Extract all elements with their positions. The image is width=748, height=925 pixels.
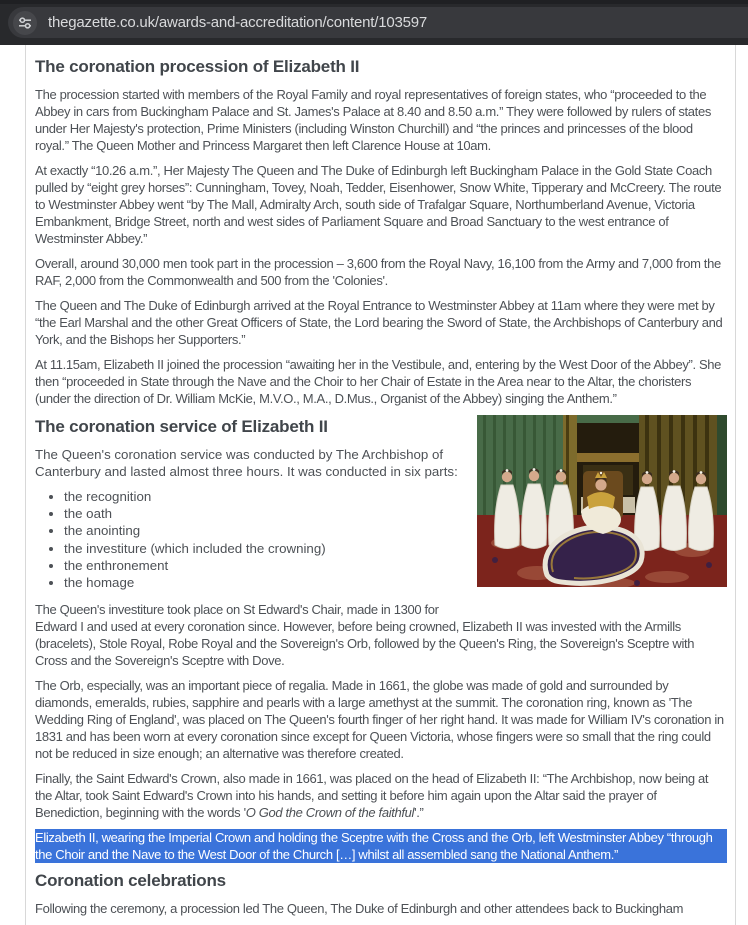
paragraph-celebrations-start: Following the ceremony, a procession led The Queen, The Duke of Edinburgh and other attendees back to Buckingham: [35, 901, 684, 917]
heading-coronation-service: The coronation service of Elizabeth II: [35, 417, 328, 436]
site-settings-icon[interactable]: [13, 11, 37, 35]
paragraph-service-intro: The Queen's coronation service was conducted by The Archbishop of Canterbury and lasted almost three hours. It was conducted in six parts:: [35, 447, 458, 479]
list-item: • the anointing: [64, 522, 727, 539]
coronation-photo: [477, 415, 727, 587]
paragraph-investiture: The Queen's investiture took place on St Edward's Chair, made in 1300 for Edward I and used at every coronation since. However, before being crowned, Elizabeth II was invested with the Armills (bracelets), Stole Royal, Robe Royal and the Sovereign's Orb, followed by the Queen's Ring, the Sovereign's Sceptre with Cross and the Sovereign's Sceptre with Dove.: [35, 602, 695, 669]
list-item: • the homage: [64, 574, 727, 591]
coronation-photo-illustration: [477, 415, 727, 587]
tune-icon: [17, 15, 33, 31]
list-item: • the recognition: [64, 488, 727, 505]
list-item: • the oath: [64, 505, 727, 522]
paragraph-gold-state-coach: At exactly “10.26 a.m.”, Her Majesty The Queen and The Duke of Edinburgh left Buckingham Palace in the Gold State Coach pulled by “eight grey horses”: Cunningham, Tovey, Noah, Tedder, Eisenhower, Snow White, Tipperary and McCreery. The route to Westminster Abbey went “by The Mall, Admiralty Arch, south side of Trafalgar Square, Northumberland Avenue, Victoria Embankment, Bridge Street, north and west sides of Parliament Square and Broad Sanctuary to the west entrance of Westminster Abbey.”: [35, 163, 722, 246]
browser-address-bar: [0, 0, 748, 45]
paragraph-saint-edwards-crown: [35, 770, 727, 821]
paragraph-selected-text: Elizabeth II, wearing the Imperial Crown and holding the Sceptre with the Cross and the Orb, left Westminster Abbey “through the Choir and the Nave to the West Door of the Church […] whilst all assembled sang the National Anthem.”: [35, 829, 727, 863]
url-field[interactable]: [8, 7, 748, 38]
paragraph-joining-procession: At 11.15am, Elizabeth II joined the procession “awaiting her in the Vestibule, and, entering by the West Door of the Abbey”. She then “proceeded in State through the Nave and the Choir to her Chair of Estate in the Area near to the Altar, the choristers (under the direction of Dr. William McKie, M.V.O., M.A., D.Mus., Organist of the Abbey) singing the Anthem.”: [35, 357, 722, 406]
paragraph-orb-and-ring: The Orb, especially, was an important piece of regalia. Made in 1661, the globe was made of gold and surrounded by diamonds, emeralds, rubies, sapphire and pearls with a large amethyst at the summit. The coronation ring, known as 'The Wedding Ring of England', was placed on The Queen's fourth finger of her right hand. It was made for William IV's coronation in 1831 and has been worn at every coronation since except for Queen Victoria, whose fingers were so small that the ring could not be reduced in size enough; an alternative was therefore created.: [35, 678, 724, 762]
heading-coronation-celebrations: Coronation celebrations: [35, 871, 226, 891]
article-content: [25, 45, 736, 925]
url-text[interactable]: thegazette.co.uk/awards-and-accreditation/content/103597: [48, 14, 428, 31]
paragraph-royal-entrance: The Queen and The Duke of Edinburgh arrived at the Royal Entrance to Westminster Abbey at 11am where they were met by “the Earl Marshal and the other Great Officers of State, the Lord bearing the Sword of State, the Archbishops of Canterbury and York, and the Bishops her Supporters.”: [35, 298, 723, 347]
paragraph-crown-post: '.”: [414, 805, 424, 821]
heading-coronation-procession: The coronation procession of Elizabeth II: [35, 57, 360, 76]
list-item: • the enthronement: [64, 557, 727, 574]
paragraph-procession-start: The procession started with members of the Royal Family and royal representatives of foreign states, who “proceeded to the Abbey in cars from Buckingham Palace and St. James's Palace at 8.40 and 8.50 a.m.” They were followed by rulers of states under Her Majesty's protection, Prime Ministers (including Winston Churchill) and “the princes and princesses of the blood royal.” The Queen Mother and Princess Margaret then left Clarence House at 10am.: [35, 87, 711, 153]
paragraph-procession-numbers: Overall, around 30,000 men took part in the procession – 3,600 from the Royal Navy, 16,100 from the Army and 7,000 from the RAF, 2,000 from the Commonwealth and 500 from the 'Colonies'.: [35, 256, 721, 288]
paragraph-crown-pre: Finally, the Saint Edward's Crown, also made in 1661, was placed on the head of Elizabeth II: “The Archbishop, now being at the Altar, took Saint Edward's Crown into his hands, and setting it before him again upon the Altar said the prayer of Benediction, beginning with the words ': [35, 771, 709, 821]
paragraph-crown-quote-italic: O God the Crown of the faithful: [245, 805, 415, 821]
list-item: • the investiture (which included the crowning): [64, 540, 727, 557]
